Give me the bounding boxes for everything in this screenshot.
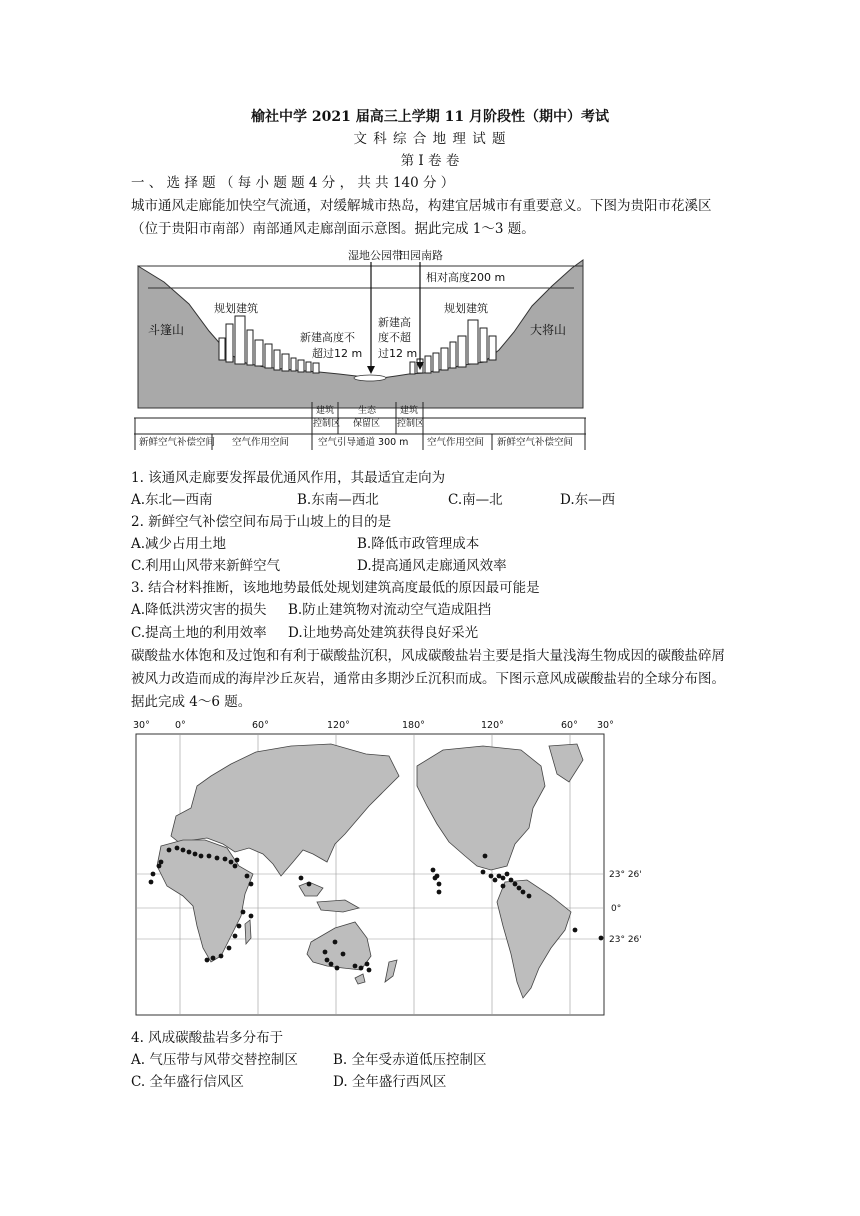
lat-label-equator: 0° <box>611 904 622 914</box>
zone-build-control-1a: 建筑 <box>316 406 335 416</box>
label-limit-left-2: 超过12 m <box>312 347 363 360</box>
carbonate-world-map <box>131 716 642 1018</box>
deposit-point <box>325 958 330 963</box>
deposit-point <box>353 964 358 969</box>
deposit-point <box>501 876 506 881</box>
deposit-point <box>211 956 216 961</box>
lon-tick-6: 60° <box>561 720 578 731</box>
deposit-point <box>181 848 186 853</box>
deposit-point <box>249 882 254 887</box>
lon-tick-4: 180° <box>402 720 425 731</box>
label-wetland-park: 湿地公园带 <box>348 249 403 262</box>
deposit-point <box>235 858 240 863</box>
deposit-point <box>333 940 338 945</box>
lon-tick-2: 60° <box>252 720 269 731</box>
deposit-point <box>241 910 246 915</box>
lat-label-tropic-s: 23° 26' <box>609 935 642 945</box>
q3-option-c: C.提高土地的利用效率 <box>131 625 267 641</box>
zone-air-effect-right: 空气作用空间 <box>427 437 485 448</box>
deposit-point <box>489 874 494 879</box>
deposit-point <box>433 876 438 881</box>
deposit-point <box>199 854 204 859</box>
section-heading: 一 、 选 择 题 （ 每 小 题 题 4 分 ， 共 共 140 分 ） <box>131 175 455 191</box>
deposit-point <box>227 946 232 951</box>
deposit-point <box>493 878 498 883</box>
deposit-point <box>249 914 254 919</box>
q4-option-d: D. 全年盛行西风区 <box>333 1074 447 1090</box>
zone-build-control-1b: 控制区 <box>313 419 341 429</box>
lat-label-tropic-n: 23° 26' <box>609 870 642 880</box>
passage-1: 城市通风走廊能加快空气流通，对缓解城市热岛，构建宜居城市有重要意义。下图为贵阳市花溪区（位于贵阳市南部）南部通风走廊剖面示意图。据此完成 1～3 题。 <box>131 198 712 237</box>
deposit-point <box>335 966 340 971</box>
terrain-profile <box>138 260 583 408</box>
q4-stem: 4. 风成碳酸盐岩多分布于 <box>131 1030 284 1046</box>
label-planned-right: 规划建筑 <box>444 302 488 315</box>
q2-stem: 2. 新鲜空气补偿空间布局于山坡上的目的是 <box>131 514 392 530</box>
q2-option-b: B.降低市政管理成本 <box>357 536 480 552</box>
q2-option-a: A.减少占用土地 <box>131 536 227 552</box>
deposit-point <box>233 864 238 869</box>
lon-tick-5: 120° <box>481 720 504 731</box>
zone-build-control-2b: 控制区 <box>397 419 425 429</box>
deposit-point <box>599 936 604 941</box>
q3-option-a: A.降低洪涝灾害的损失 <box>131 602 267 618</box>
deposit-point <box>365 962 370 967</box>
label-relative-height: 相对高度200 m <box>426 271 506 284</box>
deposit-point <box>437 882 442 887</box>
deposit-point <box>229 860 234 865</box>
zone-air-effect-left: 空气作用空间 <box>232 437 290 448</box>
passage-2: 碳酸盐水体饱和及过饱和有利于碳酸盐沉积，风成碳酸盐岩主要是指大量浅海生物成因的碳酸盐碎屑被风力改造而成的海岸沙丘灰岩，通常由多期沙丘沉积而成。下图示意风成碳酸盐岩的全球分布图。据此完成 4～6 题。 <box>131 648 725 710</box>
deposit-point <box>437 890 442 895</box>
deposit-point <box>517 886 522 891</box>
deposit-point <box>205 958 210 963</box>
q1-option-a: A.东北—西南 <box>131 492 213 508</box>
label-left-mountain: 斗篷山 <box>148 323 185 337</box>
lon-tick-3: 120° <box>327 720 350 731</box>
zone-eco-reserve-a: 生态 <box>358 406 377 416</box>
deposit-point <box>527 894 532 899</box>
deposit-point <box>193 852 198 857</box>
deposit-point <box>341 952 346 957</box>
label-limit-right-2: 度不超 <box>378 331 411 344</box>
lon-tick-1: 0° <box>175 720 186 731</box>
zone-fresh-air-left: 新鲜空气补偿空间 <box>139 437 216 448</box>
q1-option-d: D.东—西 <box>560 492 616 508</box>
deposit-point <box>237 924 242 929</box>
volume-label: 第 I 卷 卷 <box>400 153 460 169</box>
q4-option-b: B. 全年受赤道低压控制区 <box>333 1052 487 1068</box>
lon-tick-0: 30° <box>133 720 150 731</box>
q3-option-b: B.防止建筑物对流动空气造成阻挡 <box>288 602 492 618</box>
q1-option-c: C.南—北 <box>448 492 503 508</box>
zone-eco-reserve-b: 保留区 <box>353 419 381 429</box>
deposit-point <box>223 857 228 862</box>
zone-air-channel: 空气引导通道 300 m <box>318 437 409 448</box>
deposit-point <box>367 968 372 973</box>
deposit-point <box>175 846 180 851</box>
deposit-point <box>215 856 220 861</box>
zone-fresh-air-right: 新鲜空气补偿空间 <box>497 437 574 448</box>
q4-option-a: A. 气压带与风带交替控制区 <box>131 1052 298 1068</box>
label-tianyuan-road: 田园南路 <box>399 249 443 262</box>
deposit-point <box>157 864 162 869</box>
deposit-point <box>207 854 212 859</box>
q3-option-d: D.让地势高处建筑获得良好采光 <box>288 625 479 641</box>
deposit-point <box>431 868 436 873</box>
q1-option-b: B.东南—西北 <box>297 492 379 508</box>
q4-option-c: C. 全年盛行信风区 <box>131 1074 244 1090</box>
exam-title: 榆社中学 2021 届高三上学期 11 月阶段性（期中）考试 <box>251 109 609 125</box>
q2-option-c: C.利用山风带来新鲜空气 <box>131 558 281 574</box>
deposit-point <box>501 884 506 889</box>
deposit-point <box>505 872 510 877</box>
deposit-point <box>513 882 518 887</box>
deposit-point <box>573 928 578 933</box>
deposit-point <box>219 954 224 959</box>
deposit-point <box>151 872 156 877</box>
deposit-point <box>167 848 172 853</box>
deposit-point <box>481 870 486 875</box>
deposit-point <box>149 880 154 885</box>
deposit-point <box>521 890 526 895</box>
deposit-point <box>323 950 328 955</box>
label-planned-left: 规划建筑 <box>214 302 258 315</box>
zone-build-control-2a: 建筑 <box>400 406 419 416</box>
deposit-point <box>359 966 364 971</box>
q3-stem: 3. 结合材料推断，该地地势最低处规划建筑高度最低的原因最可能是 <box>131 580 540 596</box>
deposit-point <box>299 876 304 881</box>
deposit-point <box>233 934 238 939</box>
deposit-point <box>187 850 192 855</box>
exam-subtitle: 文 科 综 合 地 理 试 题 <box>353 131 507 147</box>
deposit-point <box>483 854 488 859</box>
label-right-mountain: 大将山 <box>530 323 567 337</box>
deposit-point <box>329 962 334 967</box>
ventilation-corridor-profile <box>134 246 586 452</box>
deposit-point <box>245 874 250 879</box>
label-limit-right-1: 新建高 <box>378 316 411 329</box>
q1-stem: 1. 该通风走廊要发挥最优通风作用，其最适宜走向为 <box>131 470 446 486</box>
label-limit-right-3: 过12 m <box>378 347 418 360</box>
label-limit-left-1: 新建高度不 <box>300 331 355 344</box>
q2-option-d: D.提高通风走廊通风效率 <box>357 558 507 574</box>
lon-tick-7: 30° <box>597 720 614 731</box>
deposit-point <box>307 882 312 887</box>
deposit-point <box>509 878 514 883</box>
